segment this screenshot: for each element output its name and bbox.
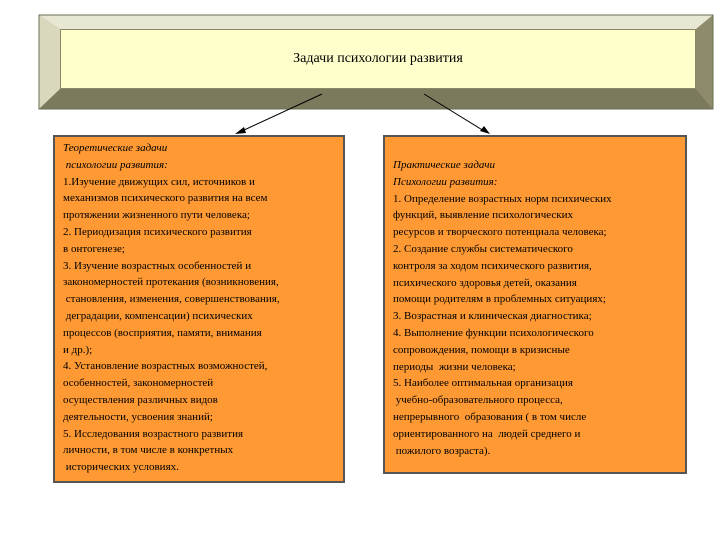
practical-line: контроля за ходом психического развития,: [393, 259, 592, 272]
practical-line: пожилого возраста).: [393, 444, 491, 457]
practical-line: 5. Наиболее оптимальная организация: [393, 377, 573, 390]
theoretical-line: становления, изменения, совершенствования,: [63, 293, 280, 306]
practical-line: 2. Создание службы систематического: [393, 242, 573, 255]
practical-line: функций, выявление психологических: [393, 209, 573, 222]
practical-heading-line: Практические задачи: [393, 159, 495, 171]
theoretical-heading-line: психологии развития:: [63, 158, 168, 171]
theoretical-line: исторических условиях.: [63, 461, 179, 474]
theoretical-line: 1.Изучение движущих сил, источников и: [63, 175, 255, 188]
theoretical-line: личности, в том числе в конкретных: [63, 444, 234, 457]
theoretical-line: в онтогенезе;: [63, 242, 125, 255]
practical-heading-line: Психологии развития:: [393, 175, 498, 188]
title-panel: [60, 29, 696, 89]
theoretical-line: осуществления различных видов: [63, 393, 218, 406]
theoretical-tasks-box: [53, 135, 345, 483]
theoretical-line: протяжении жизненного пути человека;: [63, 209, 250, 222]
theoretical-line: деятельности, усвоения знаний;: [63, 410, 213, 423]
theoretical-line: особенностей, закономерностей: [63, 377, 214, 390]
theoretical-heading-line: Теоретические задачи: [63, 142, 168, 154]
theoretical-line: 3. Изучение возрастных особенностей и: [63, 259, 252, 272]
practical-line: периоды жизни человека;: [393, 360, 516, 373]
theoretical-line: закономерностей протекания (возникновения,: [63, 276, 279, 289]
practical-line: ресурсов и творческого потенциала человека;: [393, 226, 607, 239]
theoretical-line: 5. Исследования возрастного развития: [63, 427, 244, 440]
bevel-top: [39, 15, 713, 29]
bevel-bottom: [39, 89, 713, 109]
arrow-right-head: [480, 126, 490, 134]
practical-line: учебно-образовательного процесса,: [393, 394, 563, 407]
practical-line: психического здоровья детей, оказания: [393, 276, 577, 289]
theoretical-line: 4. Установление возрастных возможностей,: [63, 360, 268, 373]
theoretical-line: механизмов психического развития на всем: [63, 192, 268, 205]
theoretical-line: процессов (восприятия, памяти, внимания: [63, 326, 262, 339]
theoretical-line: и др.);: [63, 343, 93, 356]
arrow-left-head: [235, 127, 246, 134]
practical-line: 4. Выполнение функции психологического: [393, 326, 594, 339]
practical-line: помощи родителям в проблемных ситуациях;: [393, 293, 606, 306]
page-title: Задачи психологии развития: [293, 51, 463, 66]
theoretical-line: деградации, компенсации) психических: [63, 309, 253, 322]
practical-line: ориентированного на людей среднего и: [393, 427, 581, 440]
practical-line: сопровождения, помощи в кризисные: [393, 343, 570, 356]
practical-line: 3. Возрастная и клиническая диагностика;: [393, 310, 592, 323]
theoretical-line: 2. Периодизация психического развития: [63, 225, 252, 238]
practical-line: непрерывного образования ( в том числе: [393, 410, 587, 423]
practical-line: 1. Определение возрастных норм психических: [393, 192, 612, 205]
practical-tasks-box: [383, 135, 687, 474]
